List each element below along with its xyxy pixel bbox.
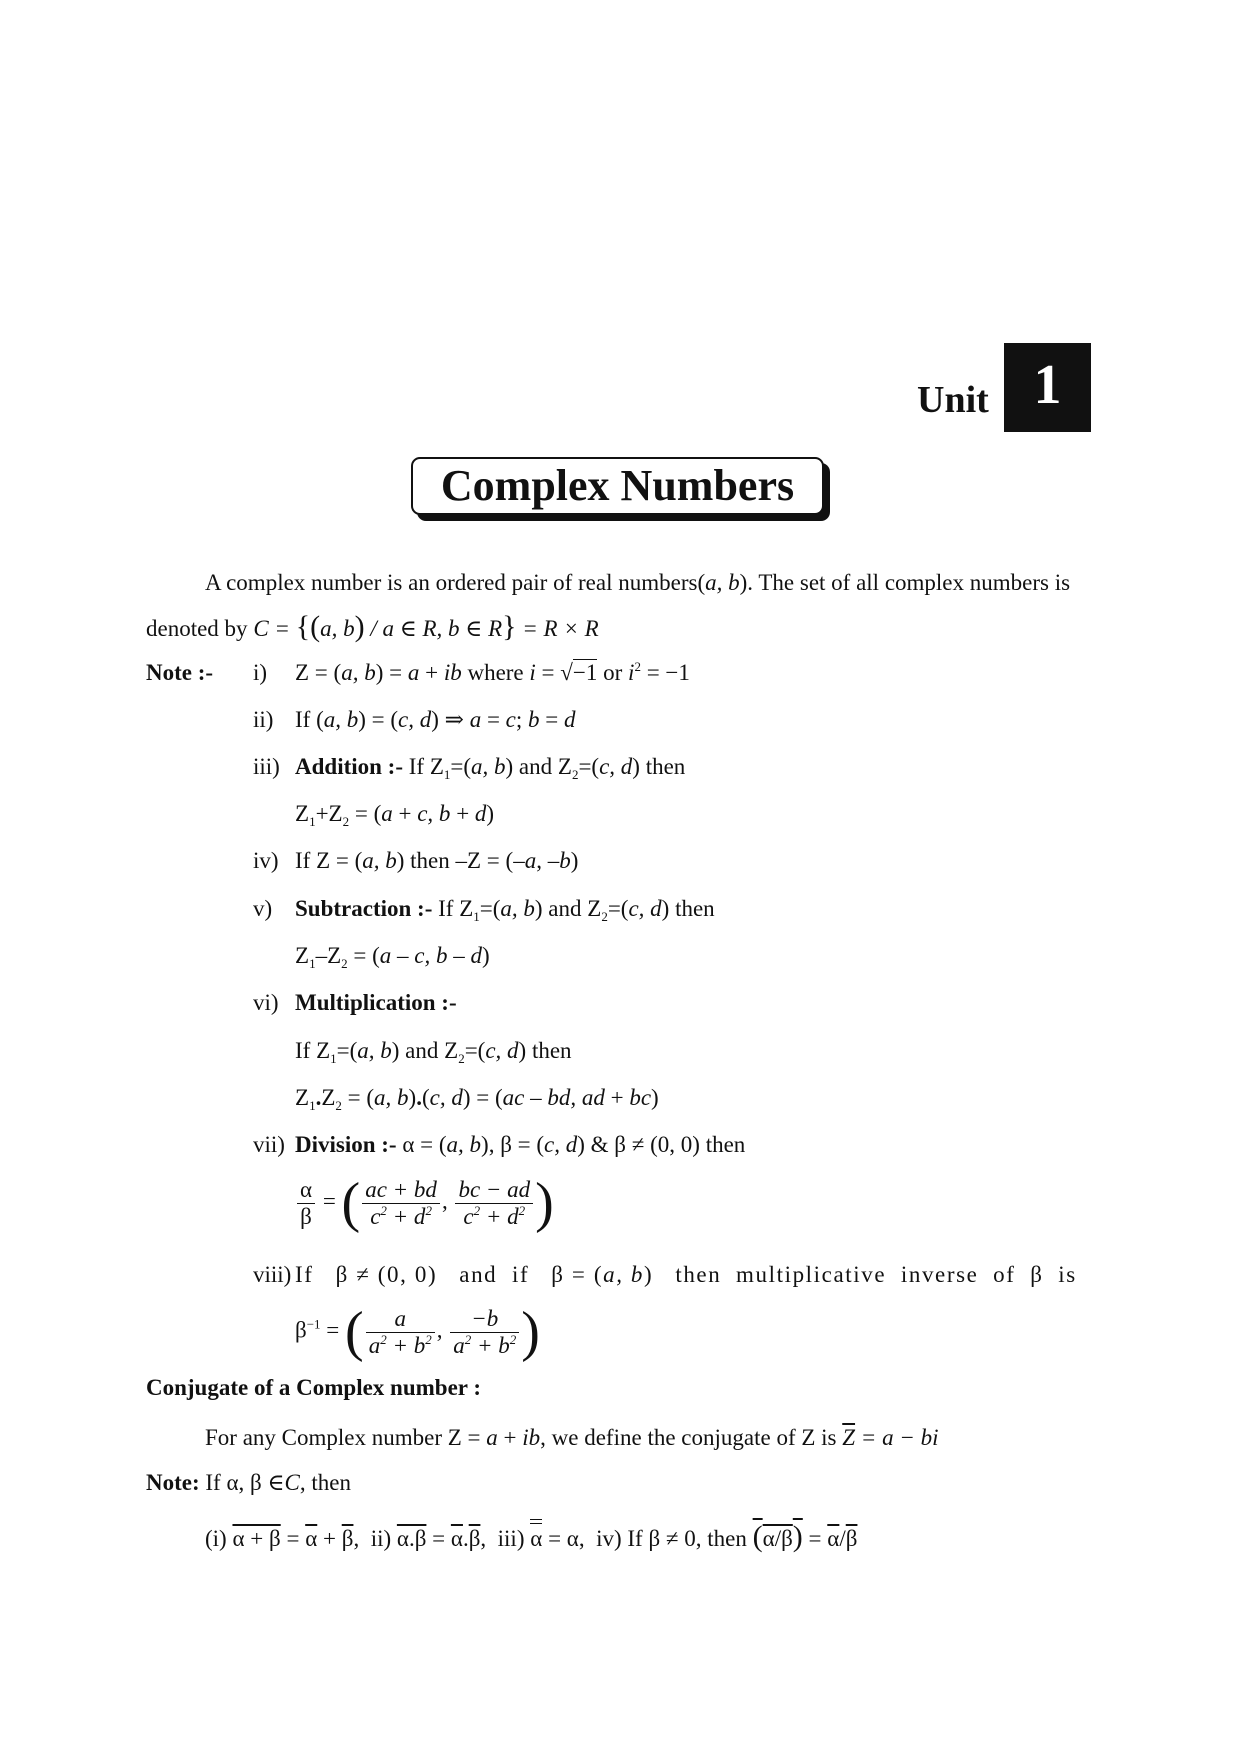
intro-denoted: denoted by	[146, 616, 248, 641]
intro-line-1	[205, 570, 1070, 596]
note-item-iv: If Z = (a, b) then –Z = (–a, –b)	[295, 848, 579, 873]
division-heading: Division :-	[295, 1132, 397, 1157]
page-title: Complex Numbers	[411, 457, 824, 515]
conjugate-properties: (i) $\alpha + \beta = \overline{\alpha} + \overline{\beta}$, ii) $\alpha.\beta = \overline{\alpha}.\overline{\beta}$, iii) α = α, iv) If β ≠ 0, then $(\alpha/\beta) = \overline{\alpha}/\overline{\beta}$	[205, 1520, 858, 1553]
conjugate-heading: Conjugate of a Complex number :	[146, 1375, 481, 1400]
intro-text-a: A complex number is an ordered pair of real numbers	[205, 570, 698, 595]
addition-result: $Z_1+Z_2 = (a + c$, b + d)	[295, 801, 495, 829]
intro-line-2	[146, 610, 599, 644]
conjugate-definition: For any Complex number Z = a + ib, we define the conjugate of Z is $\overline{Z} = a$ − bi	[205, 1425, 939, 1450]
note-item-iv-number: iv)	[253, 848, 279, 873]
note-item-iii-number: iii)	[253, 754, 280, 779]
note-item-i-number: i)	[253, 660, 268, 685]
addition-heading: Addition :-	[295, 754, 403, 779]
intro-text-b: . The set of all complex numbers is	[747, 570, 1071, 595]
note-item-iii: Addition :- If $Z_1=(a$, b) and $Z_2=(c$, d) then	[295, 754, 686, 782]
note-item-viii: If β ≠ (0, 0) and if β = (a, b) then multiplicative inverse of β is	[295, 1262, 1077, 1287]
set-definition-formula: C = {(a, b) / a ∈ R, b ∈ R} = R × R	[253, 610, 599, 643]
division-result: $\frac{\alpha}{\beta}$ = ( $\frac{ac + bd}{c^2 + d^2}$ , $\frac{bc - ad}{c^2 + d^2}$ )	[295, 1175, 554, 1231]
conjugate-note: Note: If α, β ∈C, then	[146, 1470, 351, 1495]
note-label: Note :-	[146, 660, 214, 685]
unit-number-badge: 1	[1004, 343, 1091, 432]
note-item-v-number: v)	[253, 896, 273, 921]
note-item-ii: If (a, b) = (c, d) ⇒ a = c; b = d	[295, 707, 576, 732]
note-item-vi	[295, 990, 457, 1016]
unit-label: Unit	[917, 379, 989, 421]
note-item-vi-number: vi)	[253, 990, 279, 1015]
intro-pair: (a, b)	[697, 570, 748, 595]
note-item-vii-number: vii)	[253, 1132, 285, 1157]
note-item-vii: Division :- α = (a, b), β = (c, d) & β ≠ (0, 0) then	[295, 1132, 746, 1157]
multiplication-result: $Z_1.Z_2 = (a$, b).(c, d) = (ac – bd, ad + bc)	[295, 1085, 659, 1113]
note-item-ii-number: ii)	[253, 707, 274, 732]
inverse-result: $\beta^{-1}$ = ( $\frac{a}{a^2 + b^2}$ , $\frac{-b}{a^2 + b^2}$ )	[295, 1301, 540, 1363]
note-item-i: Z = (a, b) = a + ib where i = √−1 or $i^2 = -1$	[295, 659, 690, 685]
multiplication-heading: Multiplication :-	[295, 990, 457, 1015]
note-item-viii-number: viii)	[253, 1262, 292, 1287]
conjugate-note-label: Note:	[146, 1470, 200, 1495]
multiplication-condition: If $Z_1=(a$, b) and $Z_2=(c$, d) then	[295, 1038, 572, 1066]
note-item-v: Subtraction :- If $Z_1=(a$, b) and $Z_2=(c$, d) then	[295, 896, 715, 924]
subtraction-heading: Subtraction :-	[295, 896, 433, 921]
subtraction-result: $Z_1-Z_2 = (a - c$, b – d)	[295, 943, 490, 971]
